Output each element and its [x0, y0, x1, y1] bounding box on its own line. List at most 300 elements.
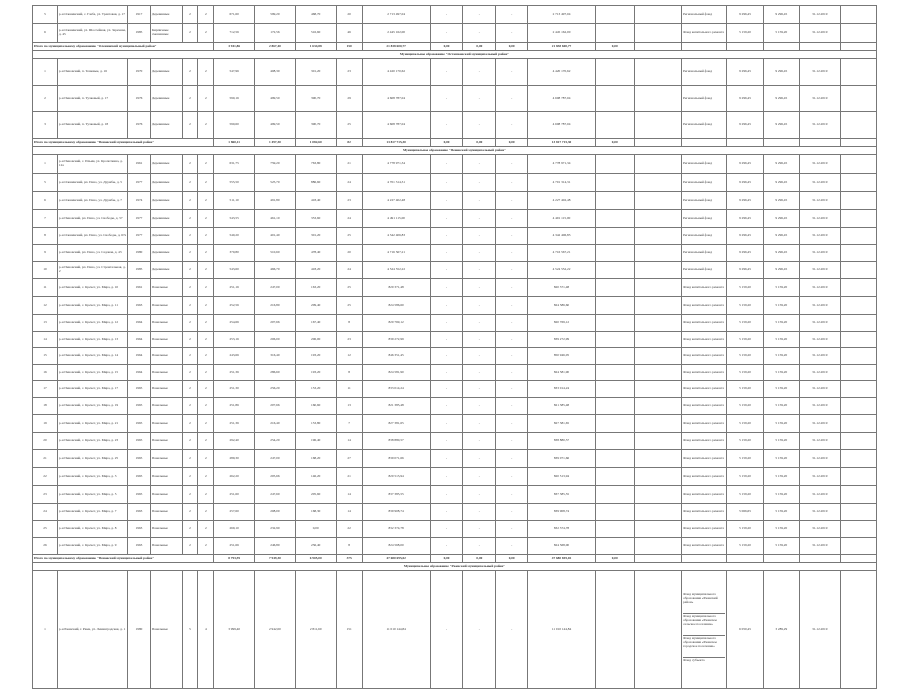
cell-y: 1965 — [128, 381, 151, 398]
cell-a1: 251,16 — [214, 279, 255, 297]
total-a1: 1 860,11 — [214, 139, 255, 147]
cell-a2: 207,66 — [255, 315, 296, 332]
section-title: Муниципальное образование "Ржевский муниципальный район" — [33, 563, 877, 571]
cell-c3: - — [463, 86, 496, 112]
cell-a2: 466,70 — [255, 262, 296, 279]
table-row — [33, 245, 877, 262]
table-row — [33, 521, 877, 538]
cell-addr: р-н Пеновский, с. Кречет, ул. Мира, д. 10 — [57, 279, 127, 297]
cell-empty — [840, 415, 876, 433]
cell-f: 2 — [182, 297, 198, 315]
cell-empty — [634, 210, 682, 228]
cell-c4: - — [496, 297, 528, 315]
cell-p2: 9 296,45 — [763, 210, 799, 228]
cell-y: 1917 — [128, 6, 151, 24]
cell-y: 1964 — [128, 332, 151, 348]
cell-date: 31.12.2019 — [799, 245, 840, 262]
cell-c3: - — [463, 381, 496, 398]
cell-date: 31.12.2019 — [799, 365, 840, 381]
cell-c2: - — [430, 504, 463, 521]
cell-c3: - — [463, 297, 496, 315]
total-c2: 0,00 — [430, 43, 463, 51]
cell-empty — [840, 486, 876, 504]
cell-fund: Региональный фонд — [682, 59, 727, 86]
cell-empty — [840, 174, 876, 192]
cell-a2: 491,80 — [255, 192, 296, 210]
cell-c3: - — [463, 538, 496, 555]
cell-empty — [634, 112, 682, 139]
cell-f: 2 — [182, 415, 198, 433]
cell-c6 — [595, 279, 634, 297]
cell-c4: - — [496, 348, 528, 365]
cell-c1: 824 581,90 — [362, 365, 430, 381]
cell-a3: 209,40 — [295, 297, 336, 315]
cell-p1: 9 296,45 — [727, 6, 763, 24]
cell-c4: - — [496, 571, 528, 689]
cell-y: 1963 — [128, 297, 151, 315]
cell-c4: - — [496, 433, 528, 450]
cell-c4: - — [496, 210, 528, 228]
cell-a2: 206,00 — [255, 332, 296, 348]
cell-c4: - — [496, 262, 528, 279]
cell-p2: 5 159,20 — [763, 348, 799, 365]
cell-a2: 525,70 — [255, 174, 296, 192]
cell-a1: 712,56 — [214, 24, 255, 43]
cell-n: 2 — [33, 86, 58, 112]
cell-addr: р-н Пеновский, п. Тучковый, д. 18 — [57, 112, 127, 139]
cell-c5: 824 581,90 — [528, 365, 596, 381]
cell-c5: 820 769,12 — [528, 315, 596, 332]
total-c3: 0,00 — [463, 139, 496, 147]
cell-r: 23 — [336, 59, 362, 86]
cell-empty — [840, 521, 876, 538]
cell-mat: Панельные — [150, 433, 182, 450]
cell-c1: 4 716 567,21 — [362, 245, 430, 262]
cell-p1: 5 159,20 — [727, 348, 763, 365]
cell-empty — [840, 228, 876, 245]
cell-r: 151 — [336, 571, 362, 689]
cell-c5: 4 608 787,04 — [528, 112, 596, 139]
cell-mat: Кирпичные смешанные — [150, 24, 182, 43]
cell-fund: Региональный фонд — [682, 228, 727, 245]
cell-date: 31.12.2019 — [799, 348, 840, 365]
cell-empty — [763, 555, 799, 563]
cell-c2: - — [430, 228, 463, 245]
cell-fund: Фонд капитального ремонта — [682, 332, 727, 348]
cell-c2: - — [430, 415, 463, 433]
cell-p1: 5 159,20 — [727, 433, 763, 450]
cell-p2: 9 296,45 — [763, 6, 799, 24]
cell-y: 1977 — [128, 210, 151, 228]
cell-a3: 763,80 — [295, 155, 336, 174]
cell-empty — [840, 315, 876, 332]
total-c3: 0,00 — [463, 43, 496, 51]
cell-c1: 4 778 971,34 — [362, 155, 430, 174]
cell-c5: 4 420 170,62 — [528, 59, 596, 86]
cell-date: 31.12.2019 — [799, 571, 840, 689]
cell-empty — [634, 433, 682, 450]
cell-a2: 208,00 — [255, 504, 296, 521]
table-row — [33, 262, 877, 279]
cell-a3: 167,40 — [295, 315, 336, 332]
cell-empty — [840, 139, 876, 147]
table-row — [33, 538, 877, 555]
cell-f: 2 — [182, 155, 198, 174]
cell-mat: Панельные — [150, 450, 182, 468]
table-row — [33, 59, 877, 86]
cell-fund: Фонд капитального ремонта — [682, 398, 727, 415]
cell-fund: Фонд капитального ремонта — [682, 381, 727, 398]
cell-addr: р-н Пеновский, п. Тешевые, д. 16 — [57, 59, 127, 86]
cell-a1: 269,10 — [214, 521, 255, 538]
cell-r: 21 — [336, 155, 362, 174]
cell-p: 2 — [198, 504, 214, 521]
cell-p2: 5 159,20 — [763, 24, 799, 43]
cell-p2: 5 159,20 — [763, 538, 799, 555]
cell-y: 1977 — [128, 228, 151, 245]
cell-empty — [682, 43, 727, 51]
cell-c4: - — [496, 381, 528, 398]
cell-a3: 153,20 — [295, 381, 336, 398]
cell-p1: 5 159,20 — [727, 315, 763, 332]
cell-r: 21 — [336, 468, 362, 486]
cell-c2: - — [430, 381, 463, 398]
cell-p: 2 — [198, 538, 214, 555]
cell-n: 21 — [33, 450, 58, 468]
total-c5: 47 680 695,02 — [528, 555, 596, 563]
cell-p2: 9 296,45 — [763, 245, 799, 262]
cell-r: 8 — [336, 538, 362, 555]
cell-fund: Региональный фонд — [682, 192, 727, 210]
cell-c5: 839 272,99 — [528, 332, 596, 348]
cell-a1: 590,16 — [214, 86, 255, 112]
cell-p: 2 — [198, 433, 214, 450]
table-row — [33, 398, 877, 415]
cell-c3: - — [463, 398, 496, 415]
cell-p2: 5 159,20 — [763, 433, 799, 450]
cell-n: 18 — [33, 398, 58, 415]
cell-c6 — [595, 262, 634, 279]
cell-empty — [634, 262, 682, 279]
cell-c4: - — [496, 315, 528, 332]
cell-empty — [840, 332, 876, 348]
cell-addr: р-н Пеновский, с. Кречет, ул. Мира, д. 19 — [57, 398, 127, 415]
cell-y: 1964 — [128, 315, 151, 332]
cell-f: 2 — [182, 174, 198, 192]
cell-empty — [634, 43, 682, 51]
cell-addr: р-н Пеновский, рп. Пено, ул. Свободы, д. 57 — [57, 210, 127, 228]
cell-n: 19 — [33, 415, 58, 433]
total-label: Итого по муниципальному образованию "Оленинский муниципальный район" — [33, 43, 214, 51]
cell-c3: - — [463, 279, 496, 297]
cell-c3: - — [463, 450, 496, 468]
cell-n: 1 — [33, 571, 58, 689]
cell-c2: - — [430, 6, 463, 24]
total-c2: 0,00 — [430, 555, 463, 563]
cell-c5: 839 071,66 — [528, 450, 596, 468]
cell-n: 11 — [33, 279, 58, 297]
cell-a2: 207,66 — [255, 398, 296, 415]
cell-y: 1980 — [128, 571, 151, 689]
cell-mat: Деревянные — [150, 192, 182, 210]
cell-c1: 4 491 115,00 — [362, 210, 430, 228]
cell-n: 1 — [33, 155, 58, 174]
cell-fund: Фонд капитального ремонта — [682, 538, 727, 555]
cell-p: 2 — [198, 332, 214, 348]
table-row — [33, 381, 877, 398]
cell-f: 2 — [182, 245, 198, 262]
cell-c3: - — [463, 112, 496, 139]
cell-f: 2 — [182, 315, 198, 332]
cell-c2: - — [430, 348, 463, 365]
cell-p2: 3 289,29 — [763, 571, 799, 689]
cell-r: 8 — [336, 365, 362, 381]
cell-mat: Панельные — [150, 381, 182, 398]
cell-mat: Панельные — [150, 521, 182, 538]
cell-c6 — [595, 297, 634, 315]
cell-mat: Панельные — [150, 415, 182, 433]
cell-a1: 370,80 — [214, 245, 255, 262]
cell-a3: 163,20 — [295, 279, 336, 297]
cell-c4: - — [496, 486, 528, 504]
cell-date: 31.12.2019 — [799, 262, 840, 279]
cell-p: 2 — [198, 174, 214, 192]
cell-a2: 246,80 — [255, 538, 296, 555]
cell-a3: 886,60 — [295, 174, 336, 192]
cell-a2: 247,00 — [255, 279, 296, 297]
cell-c1: 2 713 497,04 — [362, 6, 430, 24]
cell-r: 13 — [336, 398, 362, 415]
cell-c1: 821 385,48 — [362, 398, 430, 415]
cell-p: 2 — [198, 398, 214, 415]
cell-addr: р-н Ржевский, г. Ржев, ул. Ленинградская, д. 1 — [57, 571, 127, 689]
fund-item: Фонд муниципального образования «Ржевский район» — [683, 592, 725, 614]
cell-r: 25 — [336, 228, 362, 245]
cell-r: 25 — [336, 279, 362, 297]
cell-y: 1970 — [128, 59, 151, 86]
cell-fund: Региональный фонд — [682, 262, 727, 279]
cell-empty — [682, 555, 727, 563]
section-title: Муниципальное образование "Пеновский муниципальный район" — [33, 147, 877, 155]
cell-n: 23 — [33, 486, 58, 504]
cell-p: 2 — [198, 262, 214, 279]
cell-empty — [682, 139, 727, 147]
cell-addr: р-н Пеновский, с. Кречет, ул. Мира, д. 12 — [57, 315, 127, 332]
cell-y: 1965 — [128, 433, 151, 450]
cell-p1: 5 159,20 — [727, 450, 763, 468]
cell-f: 2 — [182, 486, 198, 504]
total-r: 375 — [336, 555, 362, 563]
cell-addr: р-н Пеновский, с. Кречет, ул. Мира, д. 15 — [57, 365, 127, 381]
cell-c6 — [595, 155, 634, 174]
cell-c6 — [595, 228, 634, 245]
cell-a1: 540,20 — [214, 228, 255, 245]
cell-f: 2 — [182, 381, 198, 398]
cell-c3: - — [463, 486, 496, 504]
cell-date: 31.12.2019 — [799, 192, 840, 210]
cell-p: 2 — [198, 245, 214, 262]
cell-empty — [763, 139, 799, 147]
cell-c2: - — [430, 59, 463, 86]
cell-fund: Фонд капитального ремонта — [682, 450, 727, 468]
cell-y: 1963 — [128, 521, 151, 538]
total-a1: 3 941,86 — [214, 43, 255, 51]
cell-fund: Фонд капитального ремонта — [682, 279, 727, 297]
cell-p1: 5 159,20 — [727, 521, 763, 538]
cell-a2: 247,60 — [255, 486, 296, 504]
cell-p1: 9 296,45 — [727, 228, 763, 245]
cell-date: 31.12.2019 — [799, 332, 840, 348]
cell-empty — [840, 468, 876, 486]
cell-c5: 4 608 787,04 — [528, 86, 596, 112]
cell-p2: 5 159,20 — [763, 450, 799, 468]
cell-date: 31.12.2019 — [799, 538, 840, 555]
cell-c5: 4 491 115,00 — [528, 210, 596, 228]
cell-empty — [799, 43, 840, 51]
cell-p: 2 — [198, 450, 214, 468]
cell-c4: - — [496, 174, 528, 192]
total-c1: 21 838 600,77 — [362, 43, 430, 51]
cell-r: 20 — [336, 245, 362, 262]
cell-c4: - — [496, 279, 528, 297]
cell-a3: 205,60 — [295, 486, 336, 504]
cell-c6 — [595, 468, 634, 486]
cell-empty — [840, 262, 876, 279]
cell-addr: р-н Оленинский, с. Глеба, ул. Трактовая, д. 17 — [57, 6, 127, 24]
cell-p1: 5 159,20 — [727, 365, 763, 381]
cell-c6 — [595, 315, 634, 332]
cell-addr: р-н Пеновский, с. Кречет, ул. Мира, д. 25 — [57, 450, 127, 468]
cell-mat: Панельные — [150, 348, 182, 365]
table-row — [33, 279, 877, 297]
cell-p: 2 — [198, 381, 214, 398]
cell-empty — [634, 486, 682, 504]
cell-c3: - — [463, 504, 496, 521]
cell-a1: 547,96 — [214, 59, 255, 86]
cell-r: 24 — [336, 174, 362, 192]
cell-addr: р-н Пеновский, с. Кречет, ул. Мира, д. 3 — [57, 468, 127, 486]
cell-y: 1961 — [128, 279, 151, 297]
cell-empty — [634, 450, 682, 468]
cell-empty — [840, 504, 876, 521]
cell-c6 — [595, 174, 634, 192]
cell-p2: 9 296,45 — [763, 228, 799, 245]
cell-a3: 301,20 — [295, 59, 336, 86]
cell-addr: р-н Пеновский, с. Кречет, ул. Мира, д. 7 — [57, 504, 127, 521]
cell-a1: 3 999,40 — [214, 571, 255, 689]
cell-mat: Деревянные — [150, 262, 182, 279]
table-row — [33, 192, 877, 210]
fund-item: Фонд муниципального образования «Ржевское сельское поселение» — [683, 614, 725, 636]
cell-a1: 251,36 — [214, 365, 255, 381]
cell-c1: 837 385,55 — [362, 486, 430, 504]
cell-a2: 216,40 — [255, 415, 296, 433]
cell-p1: 5 159,20 — [727, 24, 763, 43]
cell-fund: Региональный фонд — [682, 86, 727, 112]
cell-date: 31.12.2019 — [799, 174, 840, 192]
cell-empty — [634, 192, 682, 210]
cell-c2: - — [430, 315, 463, 332]
cell-c3: - — [463, 59, 496, 86]
cell-r: 20 — [336, 6, 362, 24]
cell-empty — [840, 24, 876, 43]
cell-p1: 5 066,65 — [727, 504, 763, 521]
cell-addr: р-н Пеновский, с. Кречет, ул. Мира, д. 17 — [57, 381, 127, 398]
table-row — [33, 228, 877, 245]
cell-p2: 5 159,20 — [763, 297, 799, 315]
cell-a2: 599,20 — [255, 6, 296, 24]
total-row — [33, 139, 877, 147]
cell-c6 — [595, 365, 634, 381]
cell-mat: Деревянные — [150, 228, 182, 245]
total-r: 82 — [336, 139, 362, 147]
cell-c3: - — [463, 571, 496, 689]
cell-c2: - — [430, 210, 463, 228]
cell-p: 2 — [198, 521, 214, 538]
cell-addr: р-н Оленинский, ул. Шоссейная, ул. Заречная, д. 45 — [57, 24, 127, 43]
cell-c3: - — [463, 332, 496, 348]
cell-a1: 251,30 — [214, 381, 255, 398]
cell-p1: 9 296,45 — [727, 174, 763, 192]
cell-a2: 2 942,00 — [255, 571, 296, 689]
cell-a1: 590,60 — [214, 112, 255, 139]
cell-a1: 254,66 — [214, 315, 255, 332]
cell-empty — [634, 86, 682, 112]
cell-p2: 9 296,45 — [763, 86, 799, 112]
cell-y: 1985 — [128, 262, 151, 279]
cell-p1: 5 159,20 — [727, 332, 763, 348]
cell-y: 1965 — [128, 398, 151, 415]
cell-n: 16 — [33, 365, 58, 381]
cell-empty — [634, 504, 682, 521]
cell-fund: Региональный фонд — [682, 245, 727, 262]
cell-p1: 9 296,45 — [727, 155, 763, 174]
cell-c3: - — [463, 174, 496, 192]
cell-c3: - — [463, 192, 496, 210]
cell-n: 24 — [33, 504, 58, 521]
table-row — [33, 6, 877, 24]
cell-a3: 168,30 — [295, 504, 336, 521]
cell-p1: 9 296,45 — [727, 262, 763, 279]
cell-c2: - — [430, 538, 463, 555]
cell-y: 1965 — [128, 468, 151, 486]
cell-a3: 236,40 — [295, 538, 336, 555]
total-a3: 1 634,88 — [295, 43, 336, 51]
cell-c6 — [595, 112, 634, 139]
cell-p: 2 — [198, 468, 214, 486]
cell-p2: 9 296,45 — [763, 59, 799, 86]
cell-f: 2 — [182, 6, 198, 24]
cell-a3: 193,20 — [295, 348, 336, 365]
cell-a1: 243,66 — [214, 348, 255, 365]
cell-a2: 510,60 — [255, 245, 296, 262]
cell-n: 22 — [33, 468, 58, 486]
cell-c2: - — [430, 450, 463, 468]
cell-p: 2 — [198, 415, 214, 433]
cell-a2: 172,56 — [255, 24, 296, 43]
cell-c5: 838 880,57 — [528, 433, 596, 450]
cell-c1: 839 272,99 — [362, 332, 430, 348]
cell-c5: 827 381,65 — [528, 415, 596, 433]
cell-date: 31.12.2019 — [799, 155, 840, 174]
cell-c3: - — [463, 315, 496, 332]
cell-a3: 168,20 — [295, 450, 336, 468]
cell-addr: р-н Пеновский, с. Кречет, ул. Мира, д. 23 — [57, 433, 127, 450]
cell-p1: 5 159,20 — [727, 486, 763, 504]
cell-a3: 418,40 — [295, 192, 336, 210]
cell-addr: р-н Оленинский, рп. Пено, ул. Дружбы, д. 5 — [57, 174, 127, 192]
cell-date: 31.12.2019 — [799, 415, 840, 433]
